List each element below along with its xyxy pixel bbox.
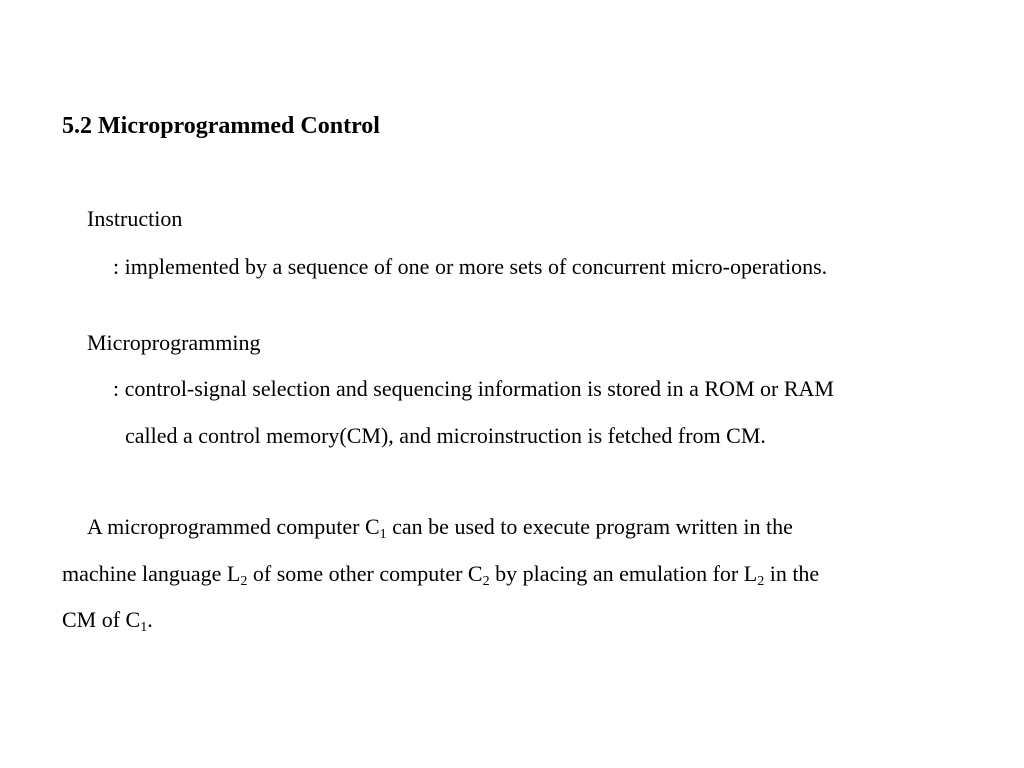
paragraph-text: in the	[764, 561, 820, 586]
subscript: 2	[482, 574, 490, 589]
paragraph-line-1	[87, 512, 793, 542]
subscript: 1	[140, 620, 148, 635]
definition-instruction-line-1: : implemented by a sequence of one or more sets of concurrent micro-operations.	[113, 254, 828, 279]
definition-microprogramming-line-1: : control-signal selection and sequencing information is stored in a ROM or RAM	[113, 376, 834, 401]
subscript: 2	[240, 574, 248, 589]
paragraph-line-3	[62, 605, 153, 635]
term-microprogramming: Microprogramming	[87, 330, 261, 355]
paragraph-text: machine language L	[62, 561, 241, 586]
subscript: 1	[379, 527, 387, 542]
paragraph-line-2	[62, 559, 819, 589]
paragraph-text: A microprogrammed computer C	[87, 514, 380, 539]
paragraph-text: by placing an emulation for L	[489, 561, 758, 586]
paragraph-text: .	[147, 607, 153, 632]
subscript: 2	[757, 574, 765, 589]
paragraph-text: CM of C	[62, 607, 141, 632]
paragraph-text: can be used to execute program written in the	[386, 514, 793, 539]
slide-title: 5.2 Microprogrammed Control	[62, 113, 380, 139]
paragraph-text: of some other computer C	[247, 561, 483, 586]
term-instruction: Instruction	[87, 206, 183, 231]
definition-microprogramming-line-2: called a control memory(CM), and microinstruction is fetched from CM.	[125, 423, 766, 448]
